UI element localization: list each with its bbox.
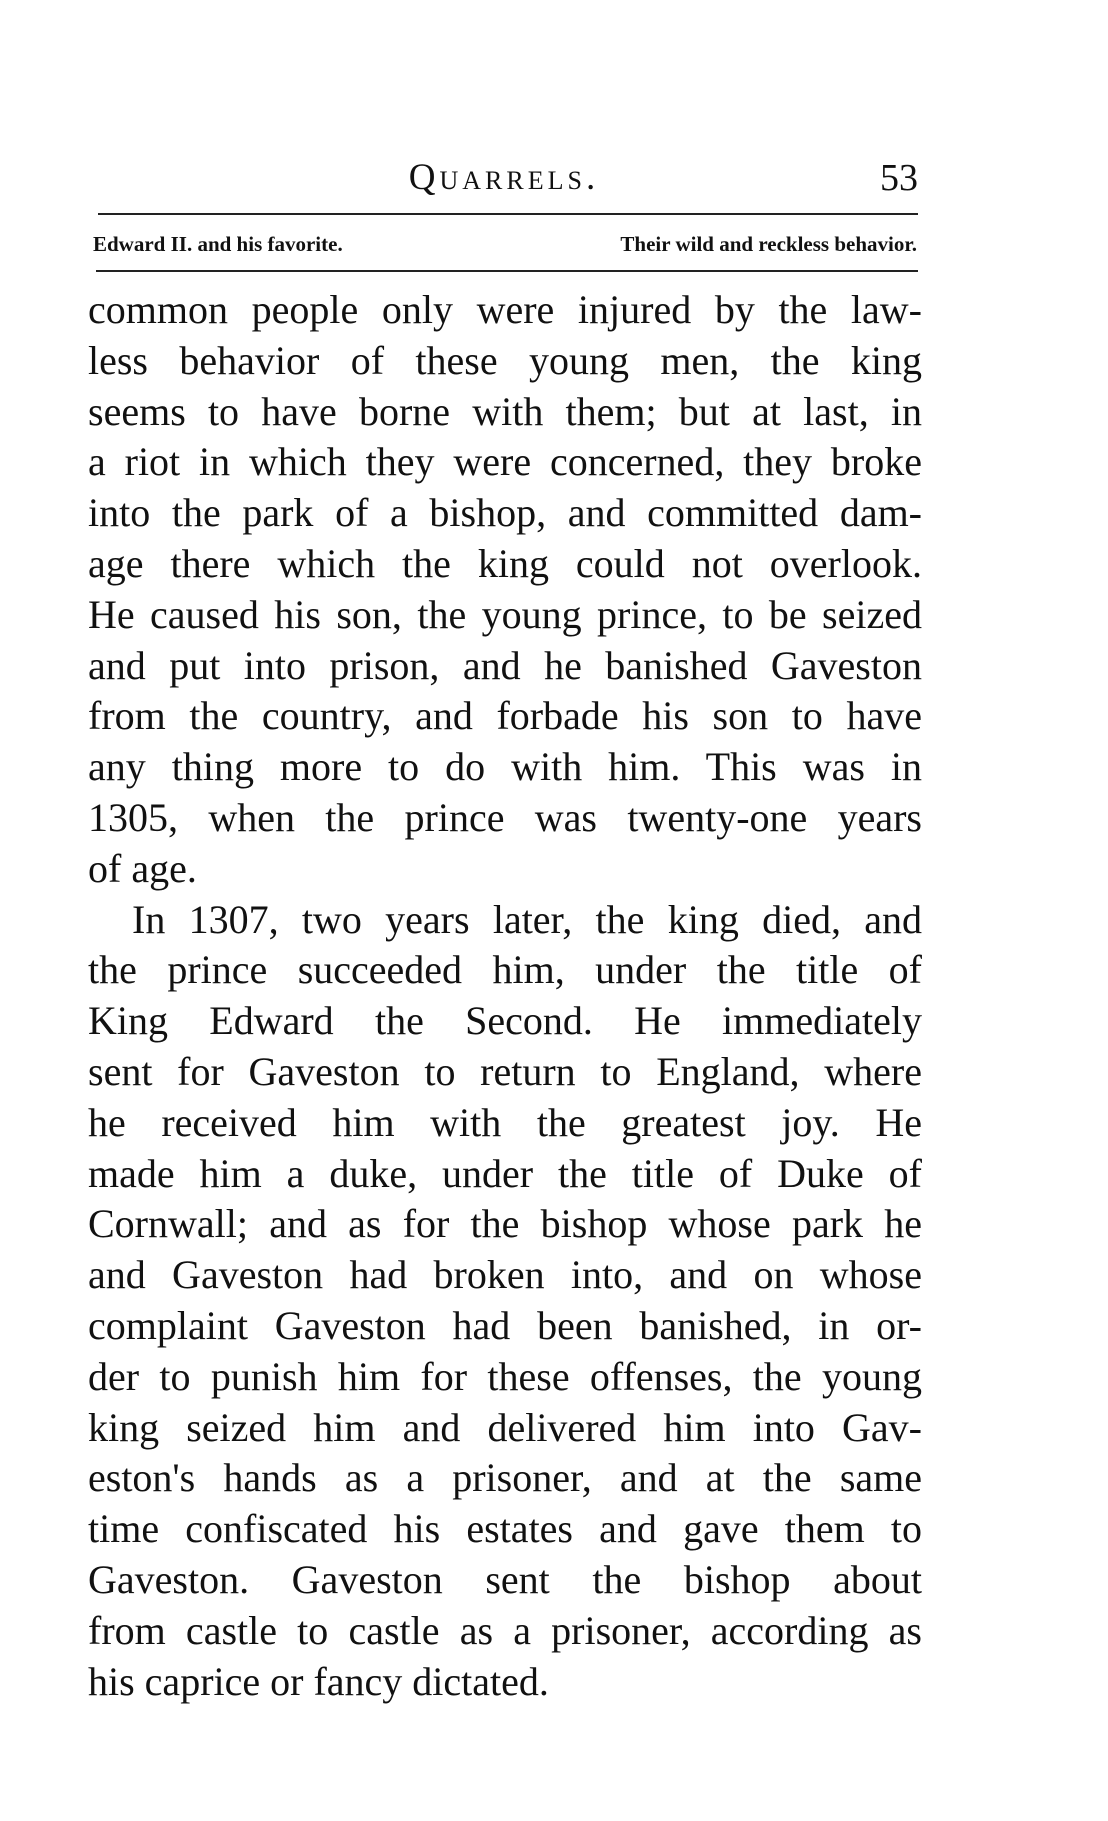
text-line: complaint Gaveston had been banished, in or- xyxy=(88,1302,922,1348)
text-line: he received him with the greatest joy. He xyxy=(88,1099,922,1145)
text-line: from the country, and forbade his son to have xyxy=(88,693,922,739)
text-line: eston's hands as a prisoner, and at the same xyxy=(88,1455,922,1501)
body-text xyxy=(88,285,922,1707)
text-line: a riot in which they were concerned, they broke xyxy=(88,439,922,485)
header-rule-top xyxy=(98,213,918,215)
text-line: into the park of a bishop, and committed dam- xyxy=(88,490,922,536)
text-line: King Edward the Second. He immediately xyxy=(88,998,922,1044)
text-line: In 1307, two years later, the king died, and xyxy=(132,896,922,942)
text-line: and put into prison, and he banished Gaveston xyxy=(88,642,922,688)
text-line: and Gaveston had broken into, and on whose xyxy=(88,1252,922,1298)
text-line: time confiscated his estates and gave them to xyxy=(88,1506,922,1552)
text-line: the prince succeeded him, under the title of xyxy=(88,947,922,993)
text-line: any thing more to do with him. This was in xyxy=(88,744,922,790)
text-line: common people only were injured by the law- xyxy=(88,287,922,332)
running-head xyxy=(88,156,920,206)
text-line: his caprice or fancy dictated. xyxy=(88,1658,549,1704)
text-line: sent for Gaveston to return to England, where xyxy=(88,1048,922,1094)
text-line: from castle to castle as a prisoner, according as xyxy=(88,1607,922,1653)
text-line: He caused his son, the young prince, to be seized xyxy=(88,591,922,637)
text-line: Gaveston. Gaveston sent the bishop about xyxy=(88,1556,922,1602)
text-line: Cornwall; and as for the bishop whose park he xyxy=(88,1201,922,1247)
text-line: der to punish him for these offenses, the young xyxy=(88,1353,922,1399)
text-line: less behavior of these young men, the king xyxy=(88,337,922,383)
text-line: made him a duke, under the title of Duke of xyxy=(88,1150,922,1196)
header-rule-bottom xyxy=(96,270,918,272)
text-line: of age. xyxy=(88,845,197,891)
text-line: king seized him and delivered him into Gav- xyxy=(88,1404,922,1450)
text-line: 1305, when the prince was twenty-one years xyxy=(88,794,922,840)
text-line: seems to have borne with them; but at last, in xyxy=(88,388,922,434)
page-number: 53 xyxy=(880,157,918,199)
text-line: age there which the king could not overlook. xyxy=(88,540,922,586)
subhead-left: Edward II. and his favorite. xyxy=(93,232,343,256)
subhead-right: Their wild and reckless behavior. xyxy=(620,232,917,256)
chapter-title: Quarrels. xyxy=(408,157,600,198)
